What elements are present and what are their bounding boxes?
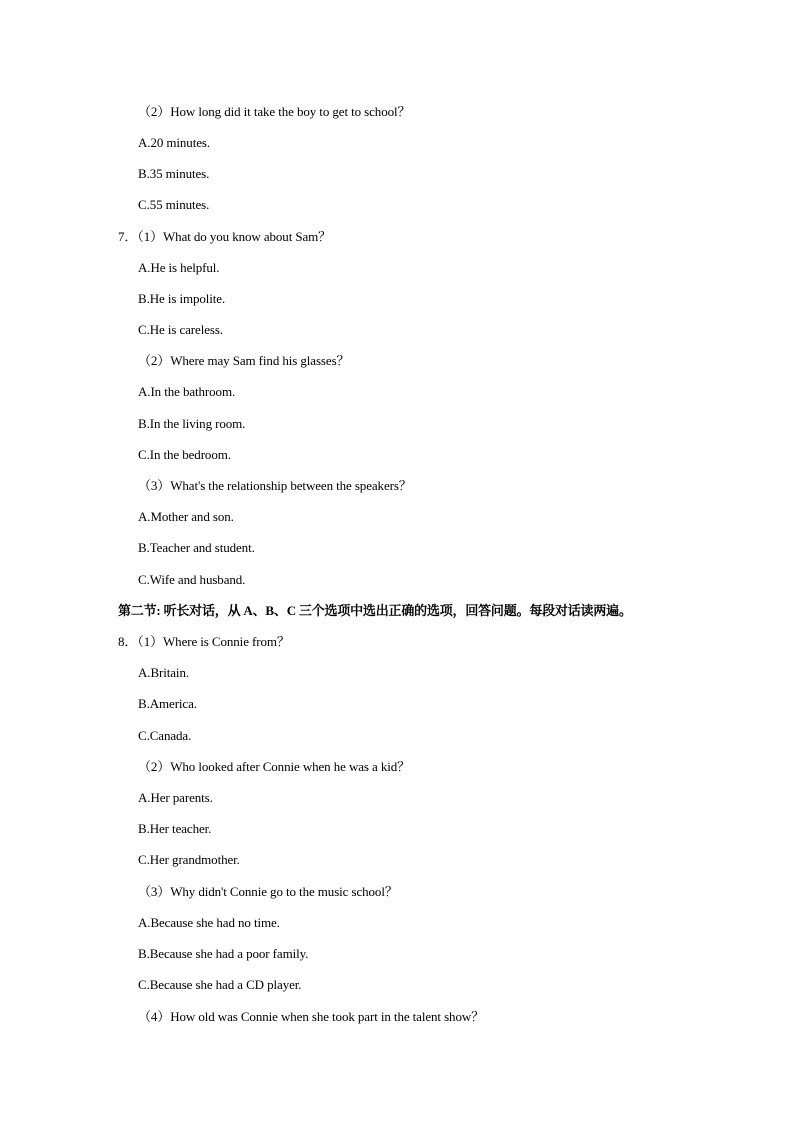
option-b: B.America.	[138, 696, 197, 711]
question-7-3-stem: （3）What's the relationship between the speakers？	[138, 478, 412, 493]
section-heading: 第二节: 听长对话，从 A、B、C 三个选项中选出正确的选项，回答问题。每段对话读两遍。	[118, 603, 632, 618]
question-8-1-stem: 8．（1）Where is Connie from？	[118, 634, 290, 649]
option-a: A.Britain.	[138, 665, 189, 680]
question-8-4-stem: （4）How old was Connie when she took part in the talent show？	[138, 1009, 485, 1024]
option-b: B.Because she had a poor family.	[138, 946, 309, 961]
option-c: C.In the bedroom.	[138, 447, 231, 462]
question-6-2-stem: （2）How long did it take the boy to get to school？	[138, 104, 411, 119]
option-b: B.Teacher and student.	[138, 540, 255, 555]
option-b: B.35 minutes.	[138, 166, 210, 181]
option-c: C.Because she had a CD player.	[138, 977, 302, 992]
question-7-2-stem: （2）Where may Sam find his glasses？	[138, 353, 350, 368]
option-a: A.He is helpful.	[138, 260, 220, 275]
option-c: C.Wife and husband.	[138, 572, 246, 587]
option-c: C.He is careless.	[138, 322, 223, 337]
option-a: A.Mother and son.	[138, 509, 234, 524]
option-a: A.Because she had no time.	[138, 915, 280, 930]
question-8-2-stem: （2）Who looked after Connie when he was a kid？	[138, 759, 411, 774]
option-b: B.Her teacher.	[138, 821, 212, 836]
option-c: C.Canada.	[138, 728, 192, 743]
option-a: A.Her parents.	[138, 790, 213, 805]
option-a: A.In the bathroom.	[138, 384, 236, 399]
option-a: A.20 minutes.	[138, 135, 211, 150]
question-7-1-stem: 7．（1）What do you know about Sam？	[118, 229, 332, 244]
option-c: C.55 minutes.	[138, 197, 210, 212]
question-8-3-stem: （3）Why didn't Connie go to the music school？	[138, 884, 398, 899]
option-b: B.He is impolite.	[138, 291, 226, 306]
option-b: B.In the living room.	[138, 416, 246, 431]
option-c: C.Her grandmother.	[138, 852, 240, 867]
